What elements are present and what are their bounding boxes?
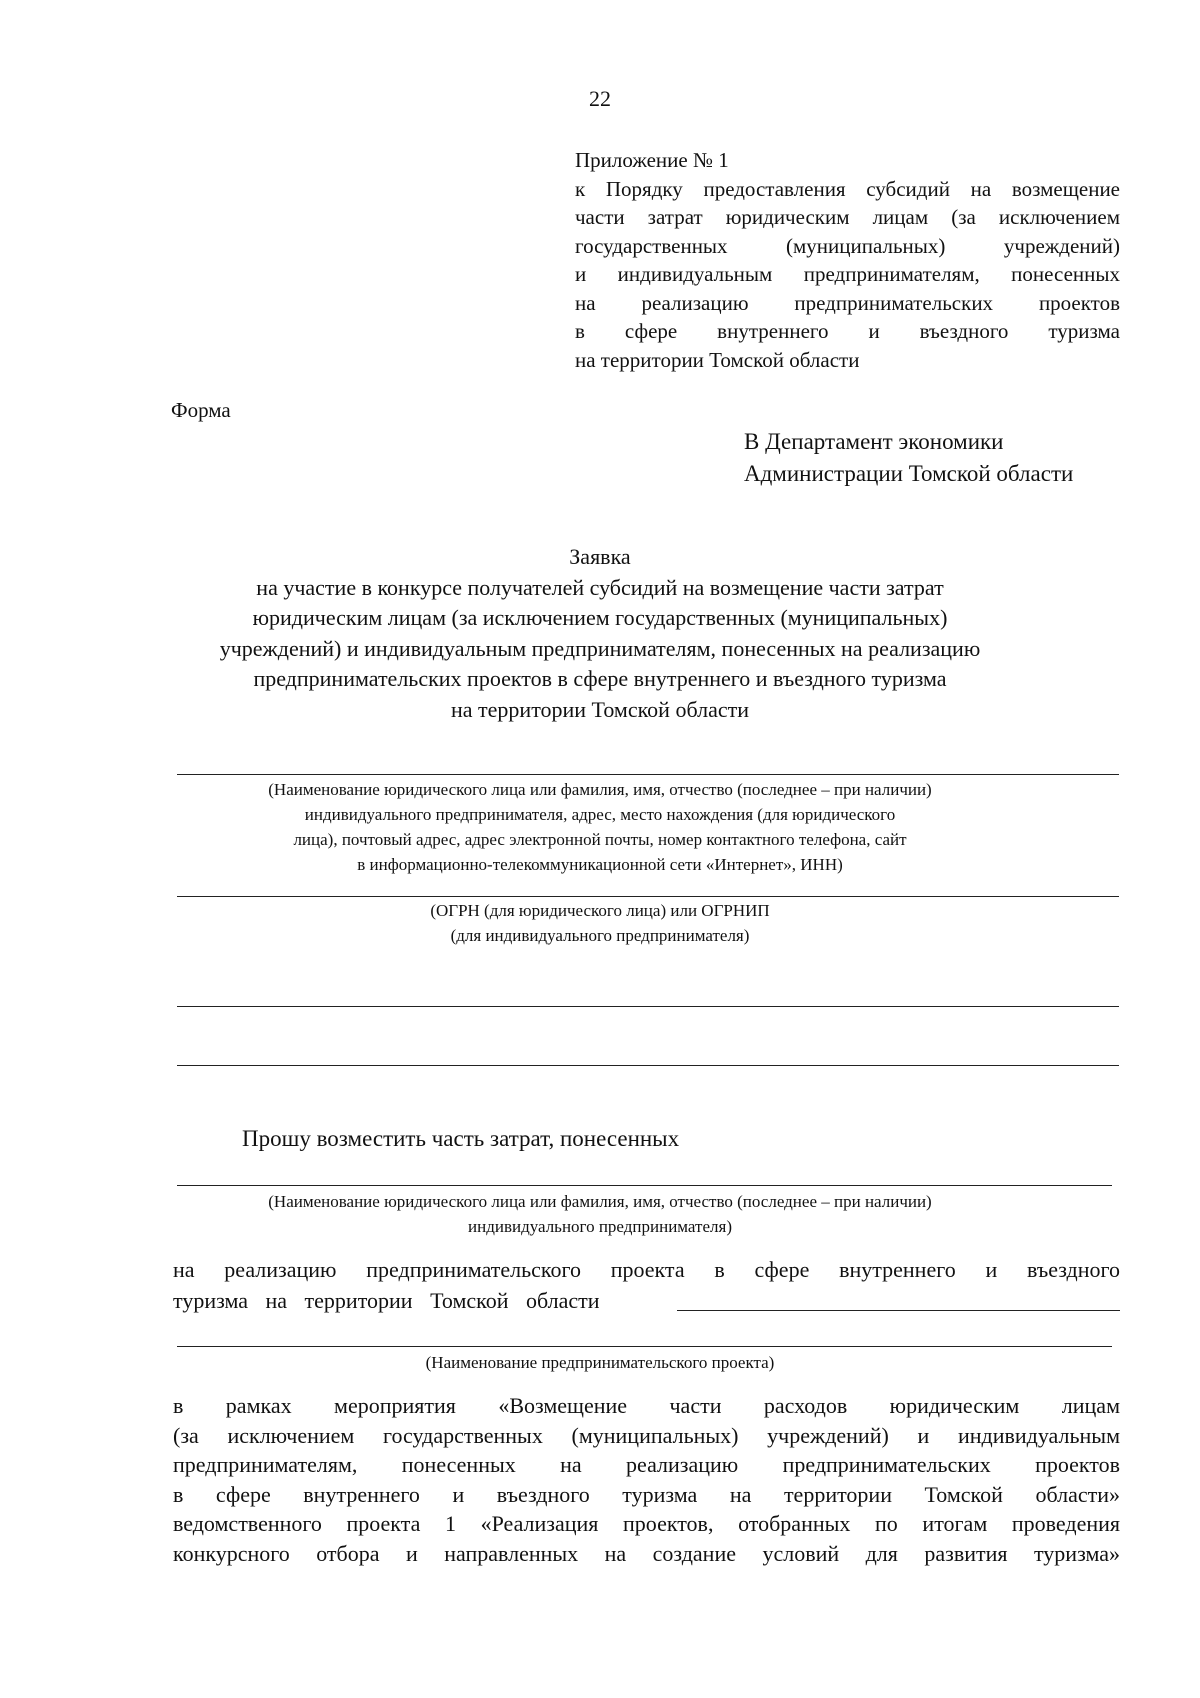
caption-line: (Наименование юридического лица или фамилия, имя, отчество (последнее – при наличии) (268, 780, 932, 799)
caption-line: лица), почтовый адрес, адрес электронной почты, номер контактного телефона, сайт (293, 830, 907, 849)
caption-line: индивидуального предпринимателя, адрес, место нахождения (для юридического (304, 805, 896, 824)
form-label: Форма (171, 398, 231, 422)
addressee-block (744, 426, 1073, 490)
addressee-line: В Департамент экономики (744, 429, 1004, 454)
caption-line: (ОГРН (для юридического лица) или ОГРНИП (430, 901, 770, 920)
appendix-line: в сфере внутреннего и въездного туризма (575, 319, 1120, 343)
title-line: на территории Томской области (451, 696, 749, 722)
body-line: (за исключением государственных (муниципальных) учреждений) и индивидуальным (173, 1422, 1120, 1448)
appendix-line: государственных (муниципальных) учреждений) (575, 233, 1120, 258)
appendix-line: Приложение № 1 (575, 148, 729, 172)
request-text: Прошу возместить часть затрат, понесенных (242, 1126, 680, 1151)
appendix-line: на территории Томской области (575, 347, 860, 372)
caption-line: в информационно-телекоммуникационной сети «Интернет», ИНН) (357, 855, 843, 874)
costs-by-field-line[interactable] (177, 1185, 1112, 1186)
appendix-line: на реализацию предпринимательских проектов (575, 290, 1120, 315)
caption-line: (для индивидуального предпринимателя) (450, 926, 750, 945)
body-line: конкурсного отбора и направленных на создание условий для развития туризма» (173, 1540, 1120, 1566)
body-line: ведомственного проекта 1 «Реализация проектов, отобранных по итогам проведения (173, 1511, 1120, 1536)
appendix-line: и индивидуальным предпринимателям, понесенных (575, 262, 1120, 286)
addressee-line: Администрации Томской области (744, 461, 1074, 486)
appendix-header (575, 146, 1120, 374)
title-heading: Заявка (569, 544, 631, 569)
project-inline-field-line[interactable] (677, 1310, 1120, 1311)
costs-by-caption (150, 1189, 1050, 1239)
ogrn-field-line[interactable] (177, 896, 1119, 897)
page-number: 22 (589, 86, 611, 111)
blank-field-line-2[interactable] (177, 1065, 1119, 1066)
application-title (120, 542, 1080, 725)
title-line: предпринимательских проектов в сфере внутреннего и въездного туризма (253, 666, 947, 691)
ogrn-caption (150, 898, 1050, 948)
body-line: в рамках мероприятия «Возмещение части расходов юридическим лицам (173, 1393, 1120, 1418)
appendix-line: части затрат юридическим лицам (за исключением (575, 205, 1120, 229)
blank-field-line-1[interactable] (177, 1006, 1119, 1007)
applicant-caption (150, 777, 1050, 877)
project-caption: (Наименование предпринимательского проекта) (425, 1353, 775, 1372)
applicant-name-field-line[interactable] (177, 774, 1119, 775)
implementation-line: туризма на территории Томской области (173, 1287, 600, 1313)
appendix-line: к Порядку предоставления субсидий на возмещение (575, 176, 1120, 201)
title-line: на участие в конкурсе получателей субсидий на возмещение части затрат (256, 574, 944, 600)
implementation-line: на реализацию предпринимательского проекта в сфере внутреннего и въездного (173, 1257, 1120, 1282)
caption-line: (Наименование юридического лица или фамилия, имя, отчество (последнее – при наличии) (268, 1192, 932, 1211)
title-line: учреждений) и индивидуальным предпринимателям, понесенных на реализацию (219, 635, 981, 661)
body-paragraph (173, 1391, 1120, 1568)
implementation-paragraph (173, 1255, 1120, 1316)
project-name-field-line[interactable] (177, 1346, 1112, 1347)
body-line: в сфере внутреннего и въездного туризма на территории Томской области» (173, 1481, 1120, 1507)
title-line: юридическим лицам (за исключением государственных (муниципальных) (252, 605, 948, 630)
caption-line: индивидуального предпринимателя) (468, 1217, 732, 1236)
body-line: предпринимателям, понесенных на реализацию предпринимательских проектов (173, 1452, 1120, 1477)
